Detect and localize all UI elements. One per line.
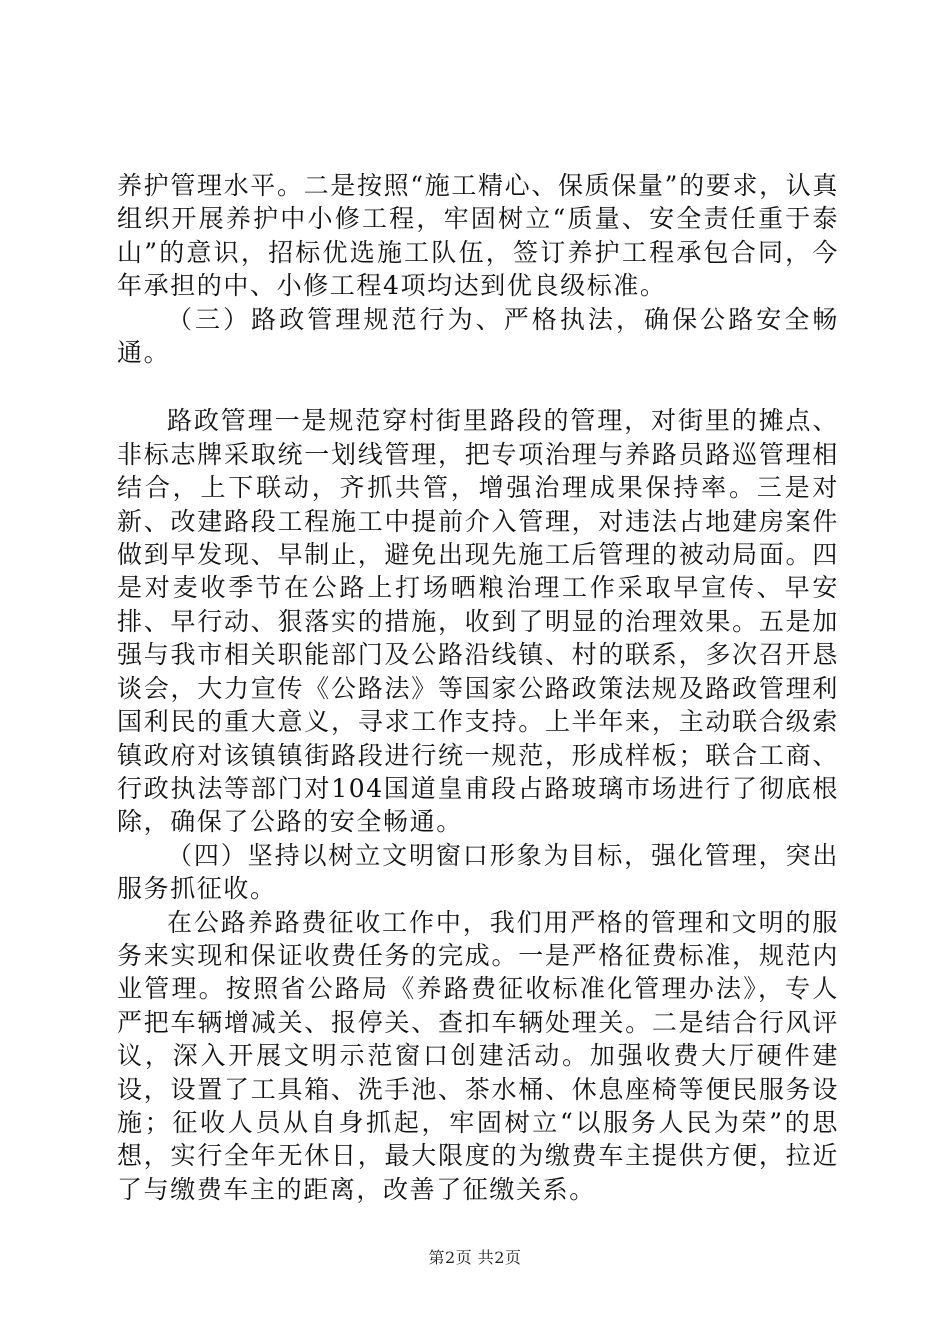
paragraph-fee-collection: 在公路养路费征收工作中，我们用严格的管理和文明的服务来实现和保证收费任务的完成。一是严格征费标准，规范内业管理。按照省公路局《养路费征收标准化管理办法》，专人严把车辆增减关、报停关、查扣车辆处理关。二是结合行风评议，深入开展文明示范窗口创建活动。加强收费大厅硬件建设，设置了工具箱、洗手池、茶水桶、休息座椅等便民服务设施；征收人员从自身抓起，牢固树立“以服务人民为荣”的思想，实行全年无休日，最大限度的为缴费车主提供方便，拉近了与缴费车主的距离，改善了征缴关系。 [117,907,839,1204]
page-footer: 第2页 共2页 [428,1248,522,1267]
paragraph-road-administration: 路政管理一是规范穿村街里路段的管理，对街里的摊点、非标志牌采取统一划线管理，把专项治理与养路员路巡管理相结合，上下联动，齐抓共管，增强治理成果保持率。三是对新、改建路段工程施工中提前介入管理，对违法占地建房案件做到早发现、早制止，避免出现先施工后管理的被动局面。四是对麦收季节在公路上打场晒粮治理工作采取早宣传、早安排、早行动、狠落实的措施，收到了明显的治理效果。五是加强与我市相关职能部门及公路沿线镇、村的联系，多次召开恳谈会，大力宣传《公路法》等国家公路政策法规及路政管理利国利民的重大意义，寻求工作支持。上半年来，主动联合级索镇政府对该镇镇街路段进行统一规范，形成样板；联合工商、行政执法等部门对104国道皇甫段占路玻璃市场进行了彻底根除，确保了公路的安全畅通。 [117,406,839,837]
paragraph-maintenance-continued: 养护管理水平。二是按照“施工精心、保质保量”的要求，认真组织开展养护中小修工程，牢固树立“质量、安全责任重于泰山”的意识，招标优选施工队伍，签订养护工程承包合同，今年承担的中、小修工程4项均达到优良级标准。 [117,171,839,301]
section-heading-road-administration: （三）路政管理规范行为、严格执法，确保公路安全畅通。 [117,304,839,368]
section-heading-civilized-window: （四）坚持以树立文明窗口形象为目标，强化管理，突出服务抓征收。 [117,840,839,904]
document-body [117,169,839,1206]
